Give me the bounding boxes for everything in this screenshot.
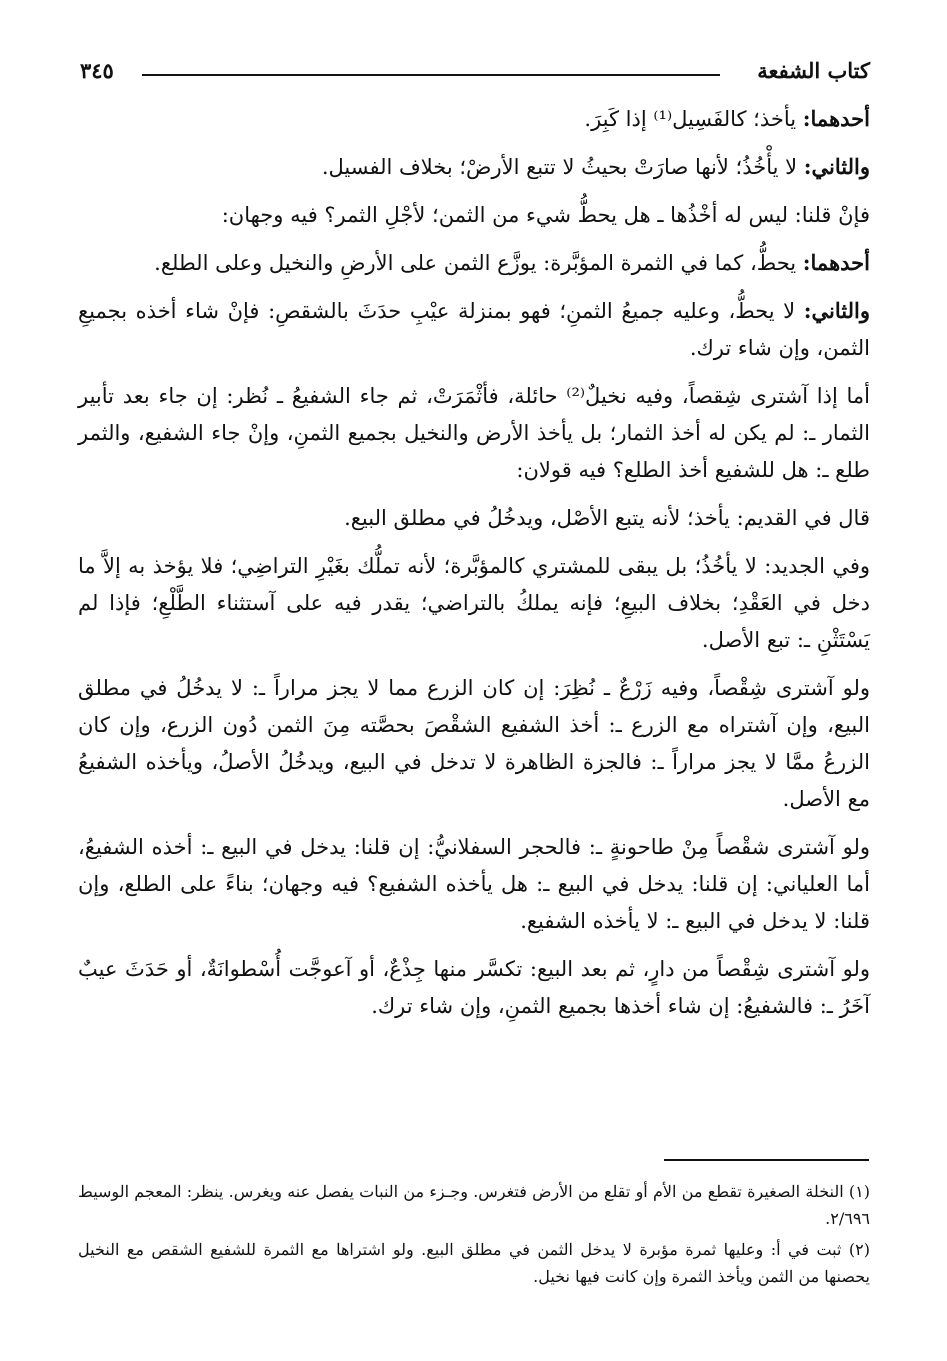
paragraph-text: قال في القديم: يأخذ؛ لأنه يتبع الأصْل، ويدخُلُ في مطلق البيع. [344, 506, 870, 530]
paragraph-text: لا يأْخُذُ؛ لأنها صارَتْ بحيثُ لا تتبع الأرضْ؛ بخلاف الفسيل. [321, 155, 804, 179]
paragraph-text: أما إذا آشترى شِقصاً، وفيه نخيلٌ⁽²⁾ حائلة، فأثْمَرَتْ، ثم جاء الشفيعُ ـ نُظر: إن جاء بعد تأبير الثمار ـ: لم يكن له أخذ الثمار؛ بل يأخذ الأرض والنخيل بجميع الثمنِ، وإنْ جاء الشفيع، والثمر طلع ـ: هل للشفيع أخذ الطلع؟ فيه قولان: [78, 384, 870, 482]
paragraph [78, 377, 870, 489]
header-rule [142, 74, 720, 76]
paragraph-text: يأخذ؛ كالفَسِيل⁽¹⁾ إذا كَبِرَ. [584, 107, 803, 131]
paragraph [78, 196, 870, 234]
paragraph-text: ولو آشترى شِقْصاً، وفيه زَرْعٌ ـ نُظِرَ: إن كان الزرع مما لا يجز مراراً ـ: لا يدخُلُ في مطلق البيع، وإن آشتراه مع الزرع ـ: أخذ الشفيع الشقْصَ بحصَّته مِنَ الثمن دُون الزرع، وإن كان الزرعُ ممَّا لا يجز مراراً ـ: فالجزة الظاهرة لا تدخل في البيع، ويدخُلُ الأصلُ، ويأخذه الشفيعُ مع الأصل. [78, 676, 870, 811]
footnote-separator [664, 1159, 869, 1161]
footnotes [78, 1178, 870, 1294]
book-title: كتاب الشفعة [757, 58, 870, 83]
paragraph-text: يحطُّ، كما في الثمرة المؤبَّرة: يوزَّع الثمن على الأرضِ والنخيل وعلى الطلع. [154, 251, 803, 275]
main-text [78, 100, 870, 1035]
page-header [80, 58, 870, 92]
paragraph [78, 499, 870, 537]
paragraph-lead: والثاني: [803, 298, 870, 323]
paragraph [78, 148, 870, 186]
paragraph-text: لا يحطُّ، وعليه جميعُ الثمنِ؛ فهو بمنزلة عيْبِ حدَثَ بالشقصِ: فإنْ شاء أخذه بجميعِ الثمن، وإن شاء ترك. [78, 299, 870, 360]
paragraph [78, 669, 870, 818]
paragraph-lead: أحدهما: [802, 250, 870, 275]
paragraph-text: ولو آشترى شقْصاً مِنْ طاحونةٍ ـ: فالحجر السفلانيُّ: إن قلنا: يدخل في البيع ـ: أخذه الشفيعُ، أما العلياني: إن قلنا: يدخل في البيع ـ: هل يأخذه الشفيع؟ فيه وجهان؛ بناءً على الطلع، وإن قلنا: لا يدخل في البيع ـ: لا يأخذه الشفيع. [78, 835, 870, 933]
paragraph [78, 292, 870, 367]
paragraph [78, 100, 870, 138]
paragraph [78, 547, 870, 659]
paragraph-text: وفي الجديد: لا يأخُذُ؛ بل يبقى للمشتري كالمؤبَّرة؛ لأنه تملُّك بغَيْرِ التراضِي؛ فلا يؤخذ به إلاَّ ما دخل في العَقْدِ؛ بخلاف البيعِ؛ فإنه يملكُ بالتراضي؛ يقدر فيه على آستثناء الطَّلْعِ؛ فإذا لم يَسْتَثْنِ ـ: تبع الأصل. [78, 554, 870, 652]
paragraph [78, 244, 870, 282]
paragraph-text: ولو آشترى شِقْصاً من دارٍ، ثم بعد البيع: تكسَّر منها جِذْعٌ، أو آعوجَّت أُسْطوانَةٌ، أو حَدَثَ عيبٌ آخَرُ ـ: فالشفيعُ: إن شاء أخذها بجميع الثمنِ، وإن شاء ترك. [78, 957, 870, 1018]
page-number: ٣٤٥ [80, 58, 114, 83]
paragraph [78, 828, 870, 940]
paragraph [78, 950, 870, 1025]
paragraph-lead: والثاني: [803, 154, 870, 179]
paragraph-lead: أحدهما: [802, 106, 870, 131]
footnote: (٢) ثبت في أ: وعليها ثمرة مؤبرة لا يدخل الثمن في مطلق البيع. ولو اشتراها مع الثمرة للشفيع الشقص مع النخيل يحصنها من الثمن ويأخذ الثمرة وإن كانت فيها نخيل. [78, 1240, 870, 1286]
paragraph-text: فإنْ قلنا: ليس له أخْذُها ـ هل يحطُّ شيء من الثمن؛ لأجْلِ الثمر؟ فيه وجهان: [221, 203, 870, 227]
footnote: (١) النخلة الصغيرة تقطع من الأم أو تقلع من الأرض فتغرس. وجـزء من النبات يفصل عنه ويغرس. ينظر: المعجم الوسيط ٢/٦٩٦. [78, 1182, 870, 1228]
